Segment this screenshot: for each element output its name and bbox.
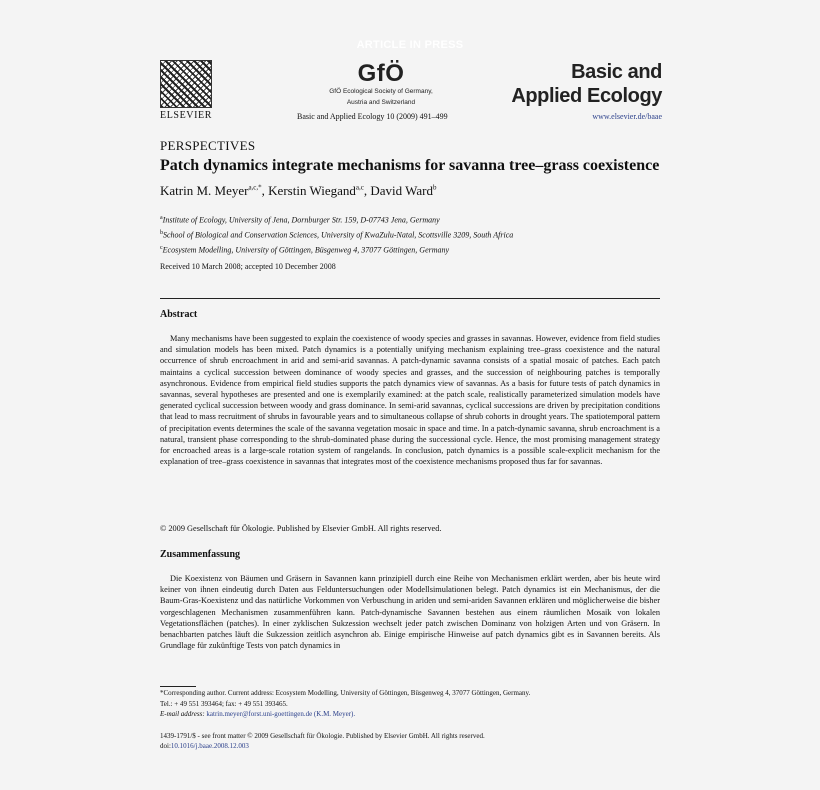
section-divider [160, 298, 660, 299]
journal-logo [511, 60, 662, 108]
affiliation-text: Institute of Ecology, University of Jena, Dornburger Str. 159, D-07743 Jena, Germany [162, 215, 440, 225]
corresponding-author-footnote [160, 688, 530, 720]
footnote-address: *Corresponding author. Current address: Ecosystem Modelling, University of Göttingen, Büsgenweg 4, 37077 Göttingen, Germany. [160, 689, 531, 697]
affiliation-text: Ecosystem Modelling, University of Göttingen, Büsgenweg 4, 37077 Göttingen, Germany [162, 245, 450, 255]
abstract-heading: Abstract [160, 309, 198, 320]
journal-name-line2: Applied Ecology [511, 85, 662, 107]
journal-citation: Basic and Applied Ecology 10 (2009) 491–499 [297, 112, 448, 121]
footnote-phone: Tel.: + 49 551 393464; fax: + 49 551 393465. [160, 699, 288, 708]
affiliation-mark: b [160, 230, 163, 237]
journal-url-link[interactable]: www.elsevier.de/baae [592, 112, 662, 121]
zusammenfassung-text: Die Koexistenz von Bäumen und Gräsern in Savannen kann prinzipiell durch eine Reihe von Mechanismen erklärt werden, aber bis heute wird keiner von ihnen eindeutig durch Daten aus Felduntersuchungen oder Modellsimulationen belegt. Patch dynamics ist ein Mechanismus, der die Baum-Gras-Koexistenz und das natürliche Vorkommen von Verbuschung in ariden und semi-ariden Savannen erklären und möglicherweise die bisher vorgeschlagenen Mechanismen zusammenführen kann. Patch-dynamische Savannen bestehen aus einem räumlichen Mosaik von lokalen Vegetationsflächen (patches). In einer zyklischen Sukzession wechselt jeder patch zwischen Dominanz von holzigen Arten und von Gräsern. In benachbarten patches läuft die Sukzession zeitlich asynchron ab. Einige empirische Hinweise auf patch dynamics gibt es in Savannen bereits. Als Grundlage für zukünftige Tests von patch dynamics in [160, 574, 660, 651]
email-link[interactable]: katrin.meyer@forst.uni-goettingen.de (K.M. Meyer). [206, 710, 356, 718]
article-title: Patch dynamics integrate mechanisms for savanna tree–grass coexistence [160, 157, 660, 174]
elsevier-tree-icon [160, 60, 212, 108]
author-affiliation-mark: a,c,* [248, 183, 262, 192]
affiliation-mark: a [160, 215, 163, 221]
article-in-press-watermark: ARTICLE IN PRESS [356, 39, 464, 51]
doi-label: doi: [160, 742, 171, 750]
author-list [160, 183, 436, 199]
footnote-divider [160, 686, 196, 687]
author-separator: , [363, 183, 368, 198]
doi-link[interactable]: 10.1016/j.baae.2008.12.003 [170, 742, 249, 750]
journal-name-line1: Basic and [571, 61, 662, 83]
author-separator: , [261, 183, 265, 198]
gfo-logo: GfÖ [357, 60, 405, 87]
zusammenfassung-heading: Zusammenfassung [160, 549, 241, 560]
footnote-email-line [160, 709, 530, 720]
email-label: E-mail address: [160, 710, 205, 718]
author-name[interactable]: Kerstin Wiegand [268, 183, 356, 198]
society-logo-block [318, 62, 444, 107]
affiliation-item [160, 212, 513, 227]
elsevier-logo [160, 60, 214, 121]
abstract-text: Many mechanisms have been suggested to explain the coexistence of woody species and grasses in savannas. However, evidence from field studies and simulation models has been mixed. Patch dynamics is a potentially unifying mechanism explaining tree–grass coexistence and the natural occurrence of shrub encroachment in arid and semi-arid savannas. A patch-dynamic savanna consists of a spatial mosaic of patches. Each patch maintains a cyclical succession between dominance of woody species and grasses, and the succession of neighbouring patches is temporally asynchronous. Evidence from empirical field studies supports the patch dynamics view of savannas. As a basis for future tests of patch dynamics in savannas, several hypotheses are presented and one is exemplarily examined: at the patch scale, realistically parameterized simulation models have generated cyclical succession between woody and grass dominance. In semi-arid savannas, cyclical successions are driven by precipitation conditions that lead to mass recruitment of shrubs in favourable years and to simultaneous collapse of shrub cohorts in drought years. The spatiotemporal pattern of precipitation events determines the scale of the savanna vegetation mosaic in space and time. In a patch-dynamic savanna, shrub encroachment is a natural, transient phase corresponding to the shrub-dominated phase during the successional cycle. Hence, the most promising management strategy for encroached areas is a large-scale rotation system of rangelands. In conclusion, patch dynamics is a possible scale-explicit mechanism for the explanation of tree–grass coexistence in savannas that integrates most of the coexistence mechanisms proposed thus far for savannas. [160, 334, 660, 467]
society-name-line1: GfÖ Ecological Society of Germany, [329, 88, 433, 95]
bottom-metadata [160, 731, 485, 751]
doi-line [160, 741, 485, 751]
society-name-line2: Austria and Switzerland [346, 98, 416, 106]
affiliation-item [160, 227, 513, 242]
received-dates: Received 10 March 2008; accepted 10 December 2008 [160, 262, 336, 271]
affiliation-item [160, 242, 513, 257]
issn-line: 1439-1791/$ - see front matter © 2009 Gesellschaft für Ökologie. Published by Elsevier GmbH. All rights reserved. [160, 732, 485, 740]
affiliation-text: School of Biological and Conservation Sciences, University of KwaZulu-Natal, Scottsville 3209, South Africa [163, 230, 514, 240]
elsevier-wordmark: ELSEVIER [160, 110, 213, 121]
author-affiliation-mark: a,c [355, 183, 364, 192]
affiliation-list [160, 212, 513, 257]
section-label: PERSPECTIVES [160, 138, 256, 153]
affiliation-mark: c [160, 245, 163, 252]
abstract-copyright: © 2009 Gesellschaft für Ökologie. Published by Elsevier GmbH. All rights reserved. [160, 524, 442, 533]
author-name[interactable]: Katrin M. Meyer [160, 183, 249, 198]
author-affiliation-mark: b [432, 183, 437, 192]
author-name[interactable]: David Ward [370, 183, 433, 198]
